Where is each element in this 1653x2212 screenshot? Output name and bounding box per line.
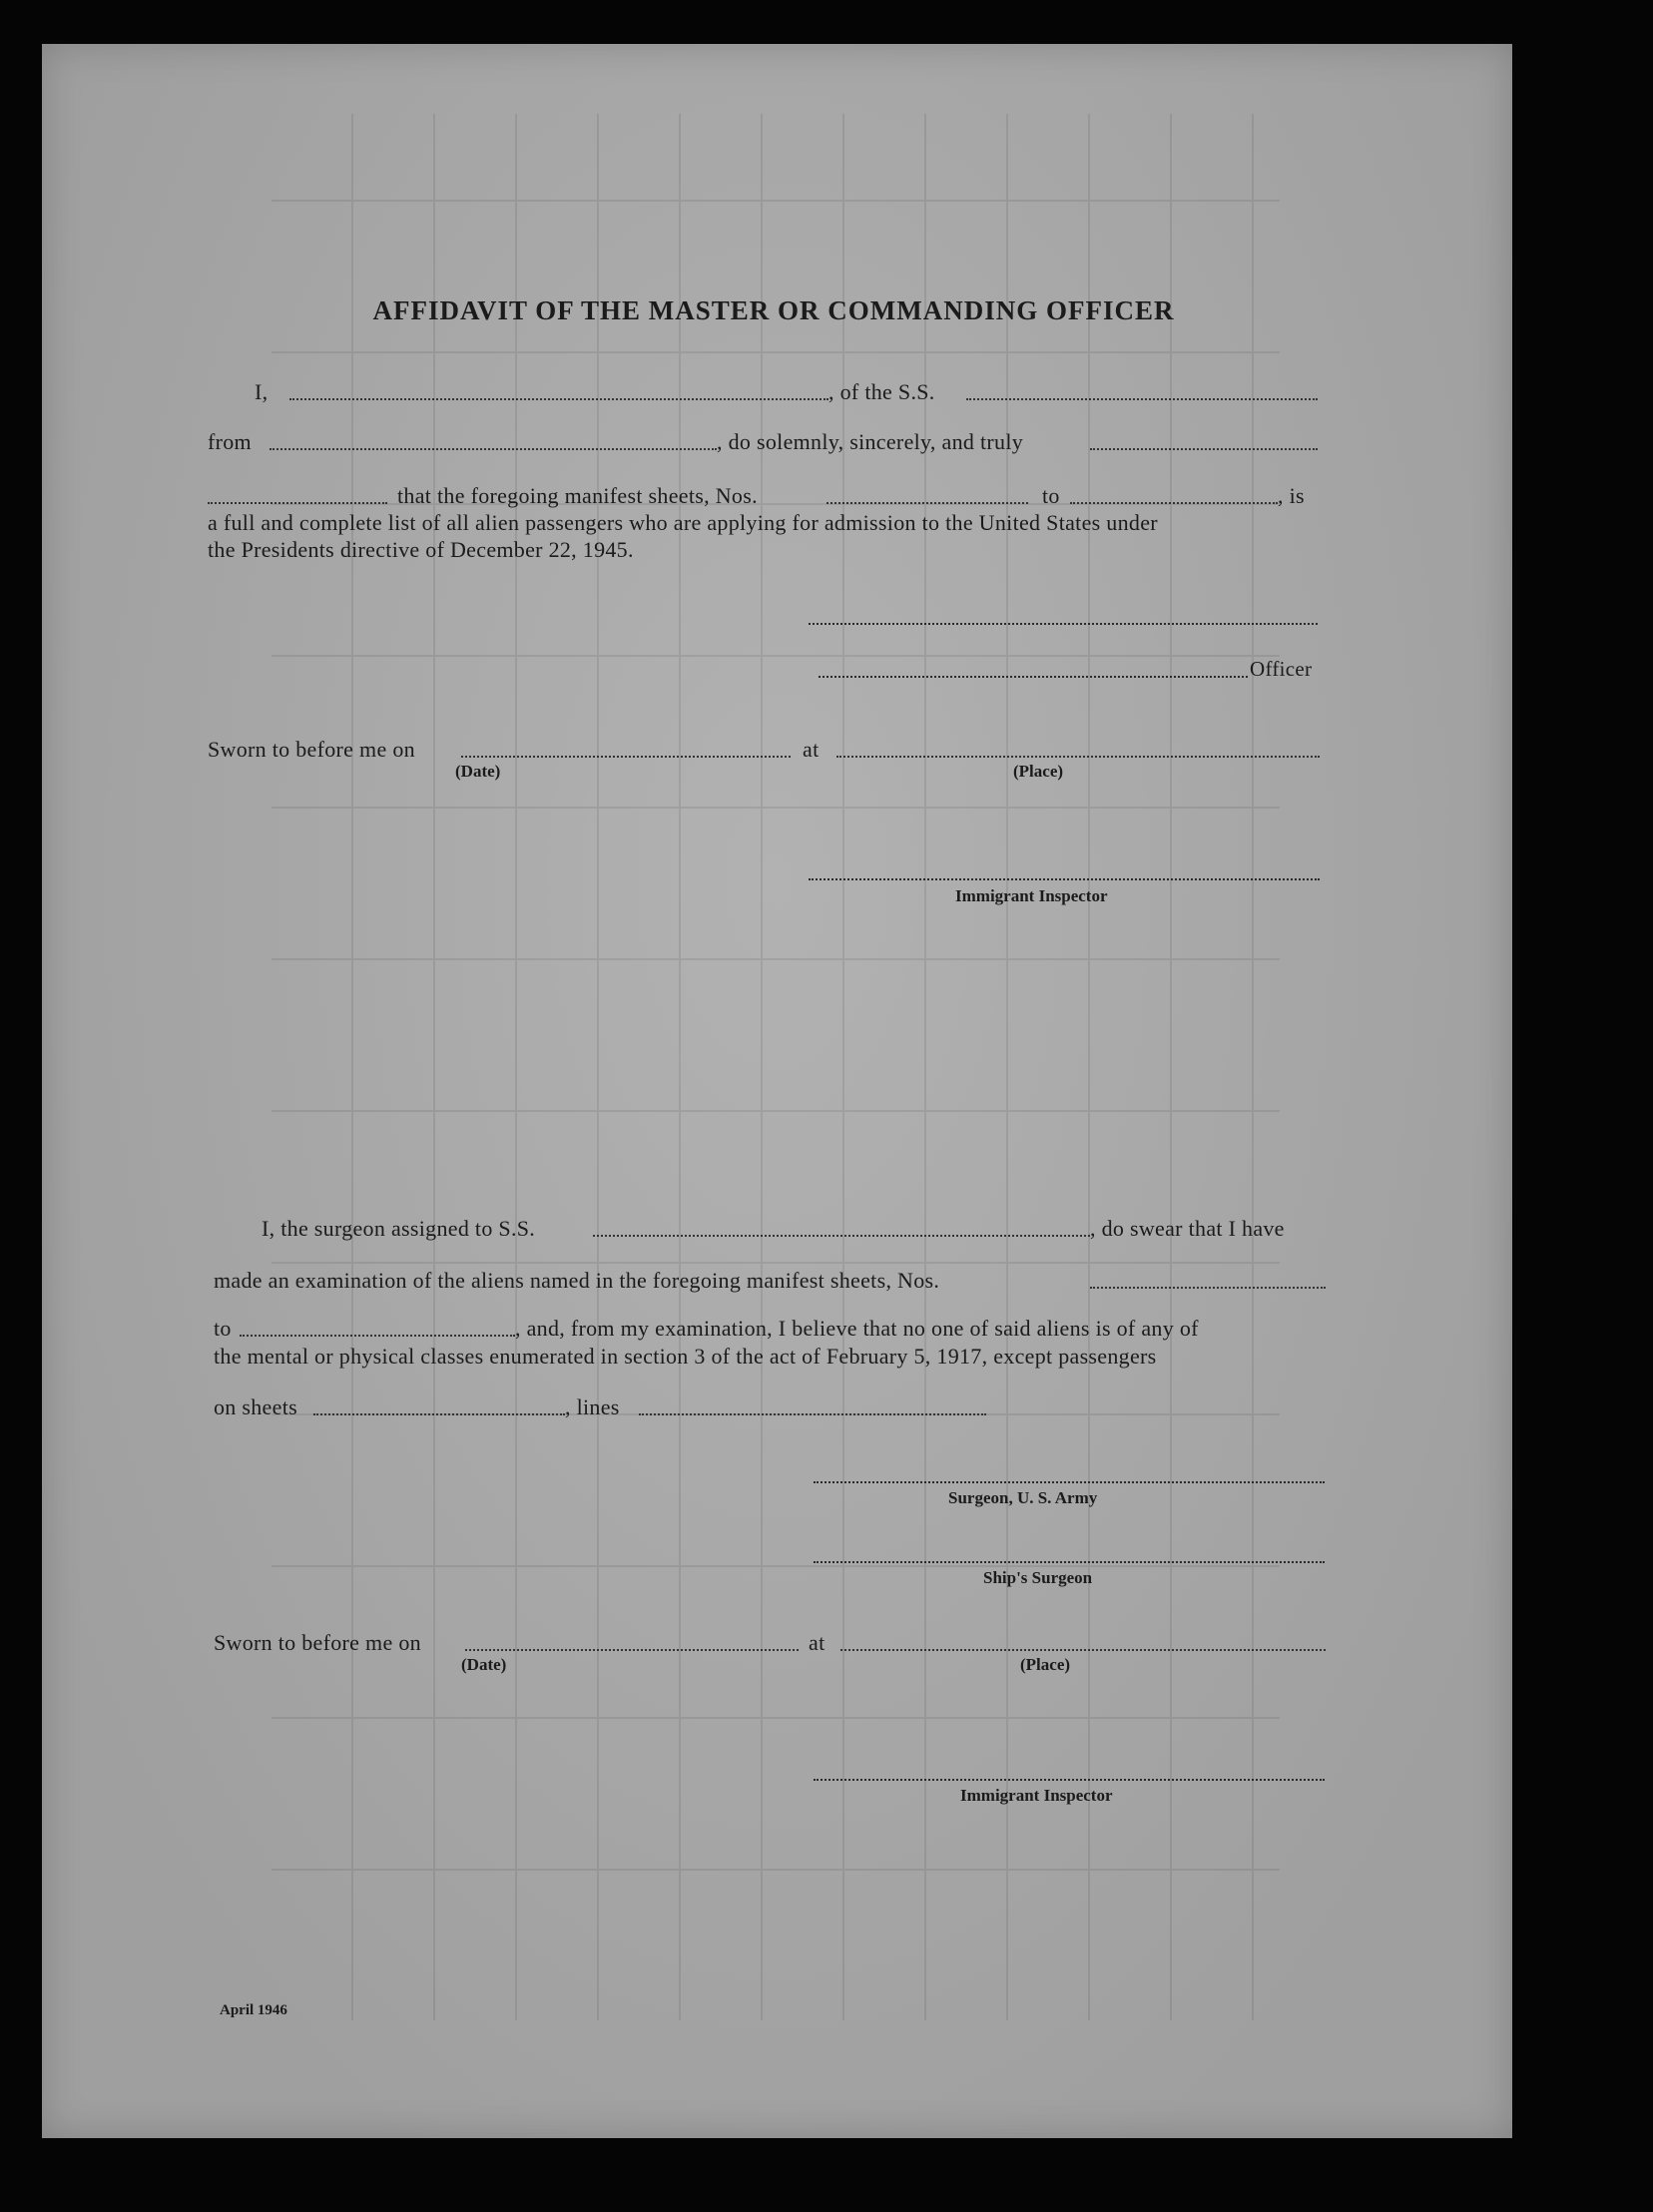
surgeon-sworn-label: Sworn to before me on <box>214 1630 421 1655</box>
master-from-field[interactable] <box>270 448 717 450</box>
master-sworn-label: Sworn to before me on <box>208 737 415 762</box>
master-line2-suffix: , do solemnly, sincerely, and truly <box>717 429 1024 454</box>
surgeon-lines-field[interactable] <box>639 1413 986 1415</box>
master-line3-suffix: , is <box>1278 483 1305 508</box>
surgeon-place-caption: (Place) <box>1020 1655 1071 1674</box>
master-sheets-from-field[interactable] <box>826 502 1028 504</box>
master-line4: a full and complete list of all alien passengers who are applying for admission to the United States under <box>208 510 1158 535</box>
surgeon-line4: the mental or physical classes enumerated in section 3 of the act of February 5, 1917, except passengers <box>214 1344 1157 1369</box>
officer-signature-line[interactable] <box>819 676 1248 678</box>
master-ship-field[interactable] <box>966 398 1318 400</box>
surgeon-line1-suffix: , do swear that I have <box>1090 1216 1285 1241</box>
form-page <box>42 44 1512 2138</box>
master-inspector-caption: Immigrant Inspector <box>955 886 1108 905</box>
surgeon-line3-prefix: to <box>214 1316 232 1341</box>
master-line5: the Presidents directive of December 22, 1945. <box>208 537 634 562</box>
surgeon-line1-prefix: I, the surgeon assigned to S.S. <box>262 1216 536 1241</box>
surgeon-sheets-field[interactable] <box>1090 1287 1326 1289</box>
surgeon-sheets-exception-field[interactable] <box>313 1413 565 1415</box>
army-surgeon-caption: Surgeon, U. S. Army <box>948 1488 1098 1507</box>
officer-label: Officer <box>1250 657 1313 681</box>
surgeon-ship-field[interactable] <box>593 1235 1090 1237</box>
surgeon-line3-suffix: , and, from my examination, I believe that no one of said aliens is of any of <box>515 1316 1199 1341</box>
surgeon-date-caption: (Date) <box>461 1655 507 1674</box>
master-sworn-date-field[interactable] <box>461 756 791 758</box>
master-line1-suffix: , of the S.S. <box>828 379 935 404</box>
surgeon-line5-prefix: on sheets <box>214 1394 297 1419</box>
surgeon-sworn-date-field[interactable] <box>465 1649 799 1651</box>
master-inspector-signature-line[interactable] <box>809 878 1320 880</box>
ship-surgeon-signature-line[interactable] <box>814 1561 1325 1563</box>
master-name-field[interactable] <box>289 398 828 400</box>
surgeon-line2: made an examination of the aliens named in the foregoing manifest sheets, Nos. <box>214 1268 940 1293</box>
master-sheets-to-field[interactable] <box>1070 502 1278 504</box>
master-line3-to: to <box>1042 483 1060 508</box>
army-surgeon-signature-line[interactable] <box>814 1481 1325 1483</box>
surgeon-inspector-signature-line[interactable] <box>814 1779 1325 1781</box>
master-date-caption: (Date) <box>455 762 501 781</box>
master-sworn-at: at <box>803 737 820 762</box>
master-swear-field[interactable] <box>1090 448 1318 450</box>
form-title: AFFIDAVIT OF THE MASTER OR COMMANDING OFFICER <box>372 295 1175 325</box>
surgeon-line5-lines: , lines <box>565 1394 620 1419</box>
master-line2-prefix: from <box>208 429 252 454</box>
master-line3-prefix: that the foregoing manifest sheets, Nos. <box>397 483 758 508</box>
master-sworn-place-field[interactable] <box>836 756 1320 758</box>
master-place-caption: (Place) <box>1013 762 1064 781</box>
surgeon-inspector-caption: Immigrant Inspector <box>960 1786 1113 1805</box>
surgeon-sworn-place-field[interactable] <box>840 1649 1326 1651</box>
surgeon-sheets-to-field[interactable] <box>240 1335 515 1337</box>
master-signature-line[interactable] <box>809 623 1318 625</box>
master-line1-prefix: I, <box>255 379 269 404</box>
form-date-footer: April 1946 <box>220 2002 287 2018</box>
ship-surgeon-caption: Ship's Surgeon <box>983 1568 1093 1587</box>
master-oath-field[interactable] <box>208 502 387 504</box>
surgeon-sworn-at: at <box>809 1630 826 1655</box>
